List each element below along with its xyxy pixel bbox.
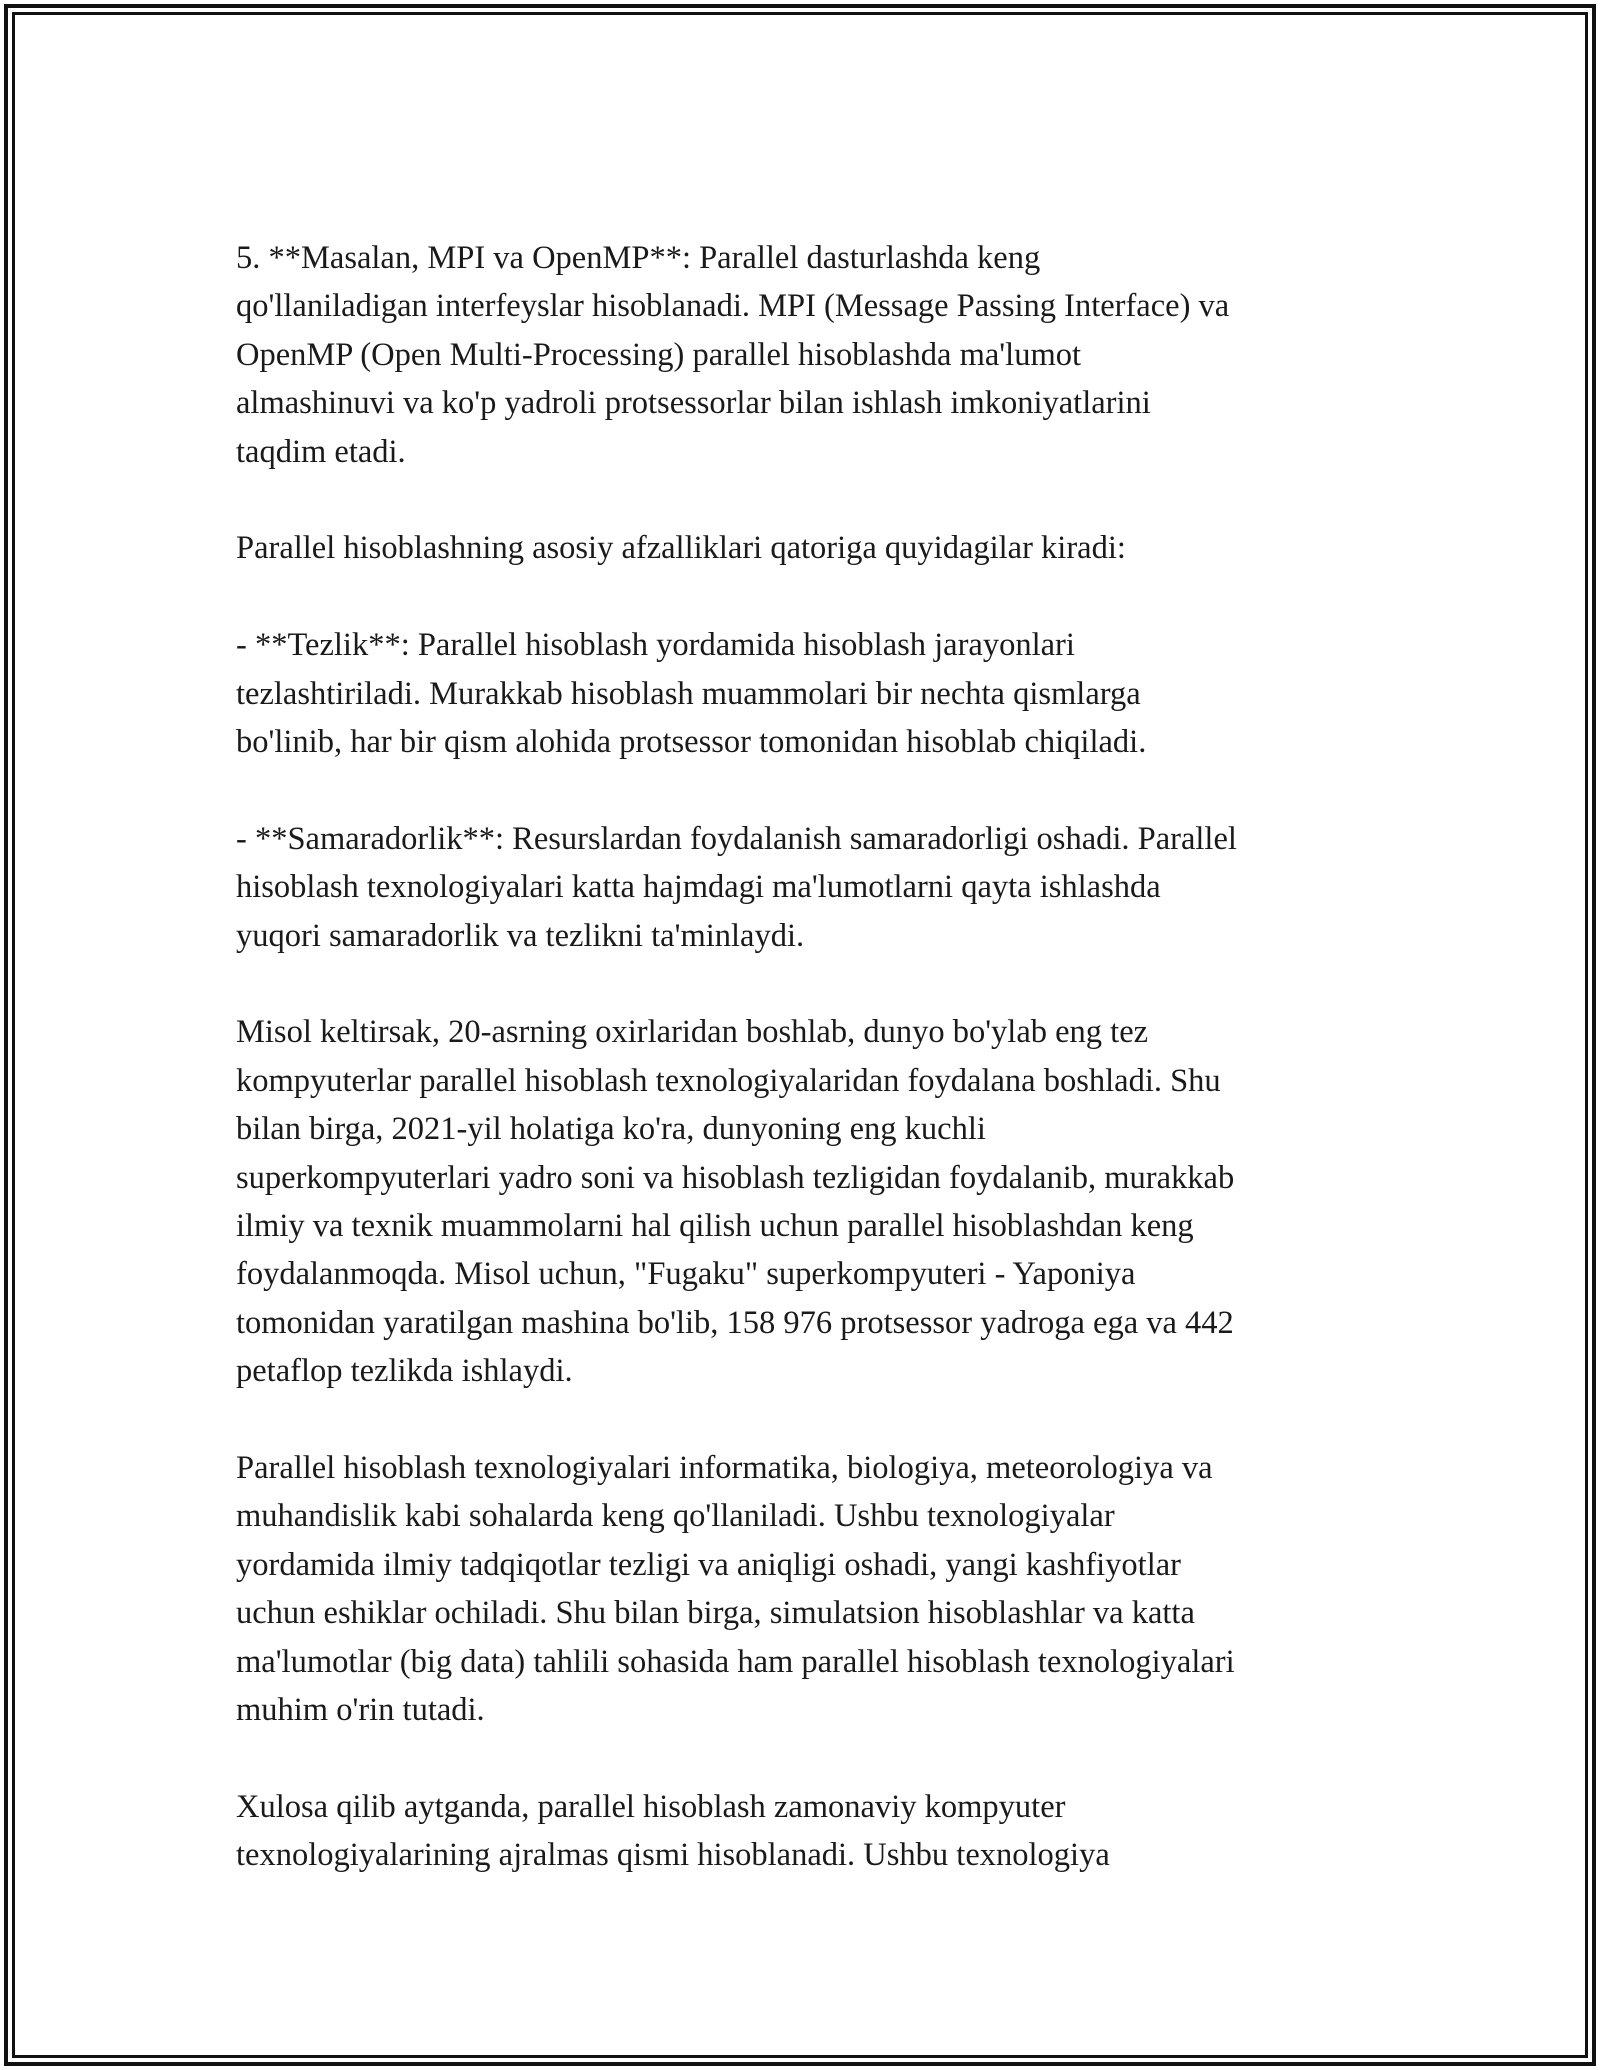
text-line: yuqori samaradorlik va tezlikni ta'minlaydi.	[236, 917, 805, 954]
paragraph-example-fugaku	[236, 1008, 1376, 1395]
text-line: yordamida ilmiy tadqiqotlar tezligi va aniqligi oshadi, yangi kashfiyotlar	[236, 1546, 1181, 1583]
document-body	[236, 234, 1376, 1880]
text-line: uchun eshiklar ochiladi. Shu bilan birga, simulatsion hisoblashlar va katta	[236, 1595, 1195, 1632]
text-line: 5. **Masalan, MPI va OpenMP**: Parallel dasturlashda keng	[236, 240, 1041, 276]
text-line: qo'llaniladigan interfeyslar hisoblanadi. MPI (Message Passing Interface) va	[236, 288, 1230, 325]
text-line: muhandislik kabi sohalarda keng qo'llaniladi. Ushbu texnologiyalar	[236, 1498, 1115, 1535]
paragraph-applications	[236, 1444, 1376, 1734]
paragraph-speed	[236, 621, 1376, 766]
paragraph-conclusion	[236, 1783, 1376, 1880]
text-line: - **Samaradorlik**: Resurslardan foydalanish samaradorligi oshadi. Parallel	[236, 820, 1237, 857]
text-line: ma'lumotlar (big data) tahlili sohasida ham parallel hisoblash texnologiyalari	[236, 1643, 1235, 1680]
text-line: Xulosa qilib aytganda, parallel hisoblash zamonaviy kompyuter	[236, 1788, 1066, 1825]
text-line: almashinuvi va ko'p yadroli protsessorlar bilan ishlash imkoniyatlarini	[236, 385, 1151, 422]
text-line: muhim o'rin tutadi.	[236, 1692, 485, 1729]
text-line: OpenMP (Open Multi-Processing) parallel hisoblashda ma'lumot	[236, 336, 1081, 373]
text-line: texnologiyalarining ajralmas qismi hisoblanadi. Ushbu texnologiya	[236, 1837, 1110, 1874]
text-line: Misol keltirsak, 20-asrning oxirlaridan boshlab, dunyo bo'ylab eng tez	[236, 1014, 1149, 1051]
paragraph-mpi-openmp	[236, 234, 1376, 476]
text-line: superkompyuterlari yadro soni va hisoblash tezligidan foydalanib, murakkab	[236, 1159, 1235, 1196]
text-line: hisoblash texnologiyalari katta hajmdagi ma'lumotlarni qayta ishlashda	[236, 869, 1161, 906]
text-line: Parallel hisoblashning asosiy afzalliklari qatoriga quyidagilar kiradi:	[236, 530, 1126, 567]
text-line: petaflop tezlikda ishlaydi.	[236, 1353, 573, 1390]
text-line: tezlashtiriladi. Murakkab hisoblash muammolari bir nechta qismlarga	[236, 675, 1141, 712]
paragraph-efficiency	[236, 815, 1376, 960]
text-line: Parallel hisoblash texnologiyalari informatika, biologiya, meteorologiya va	[236, 1450, 1213, 1487]
text-line: bo'linib, har bir qism alohida protsessor tomonidan hisoblab chiqiladi.	[236, 724, 1147, 761]
text-line: kompyuterlar parallel hisoblash texnologiyalaridan foydalana boshladi. Shu	[236, 1062, 1221, 1099]
paragraph-advantages-intro	[236, 524, 1376, 572]
text-line: foydalanmoqda. Misol uchun, "Fugaku" superkompyuteri - Yaponiya	[236, 1256, 1136, 1293]
text-line: taqdim etadi.	[236, 433, 406, 470]
text-line: bilan birga, 2021-yil holatiga ko'ra, dunyoning eng kuchli	[236, 1111, 986, 1148]
text-line: ilmiy va texnik muammolarni hal qilish uchun parallel hisoblashdan keng	[236, 1208, 1194, 1245]
text-line: tomonidan yaratilgan mashina bo'lib, 158 976 protsessor yadroga ega va 442	[236, 1304, 1234, 1341]
text-line: - **Tezlik**: Parallel hisoblash yordamida hisoblash jarayonlari	[236, 627, 1075, 664]
